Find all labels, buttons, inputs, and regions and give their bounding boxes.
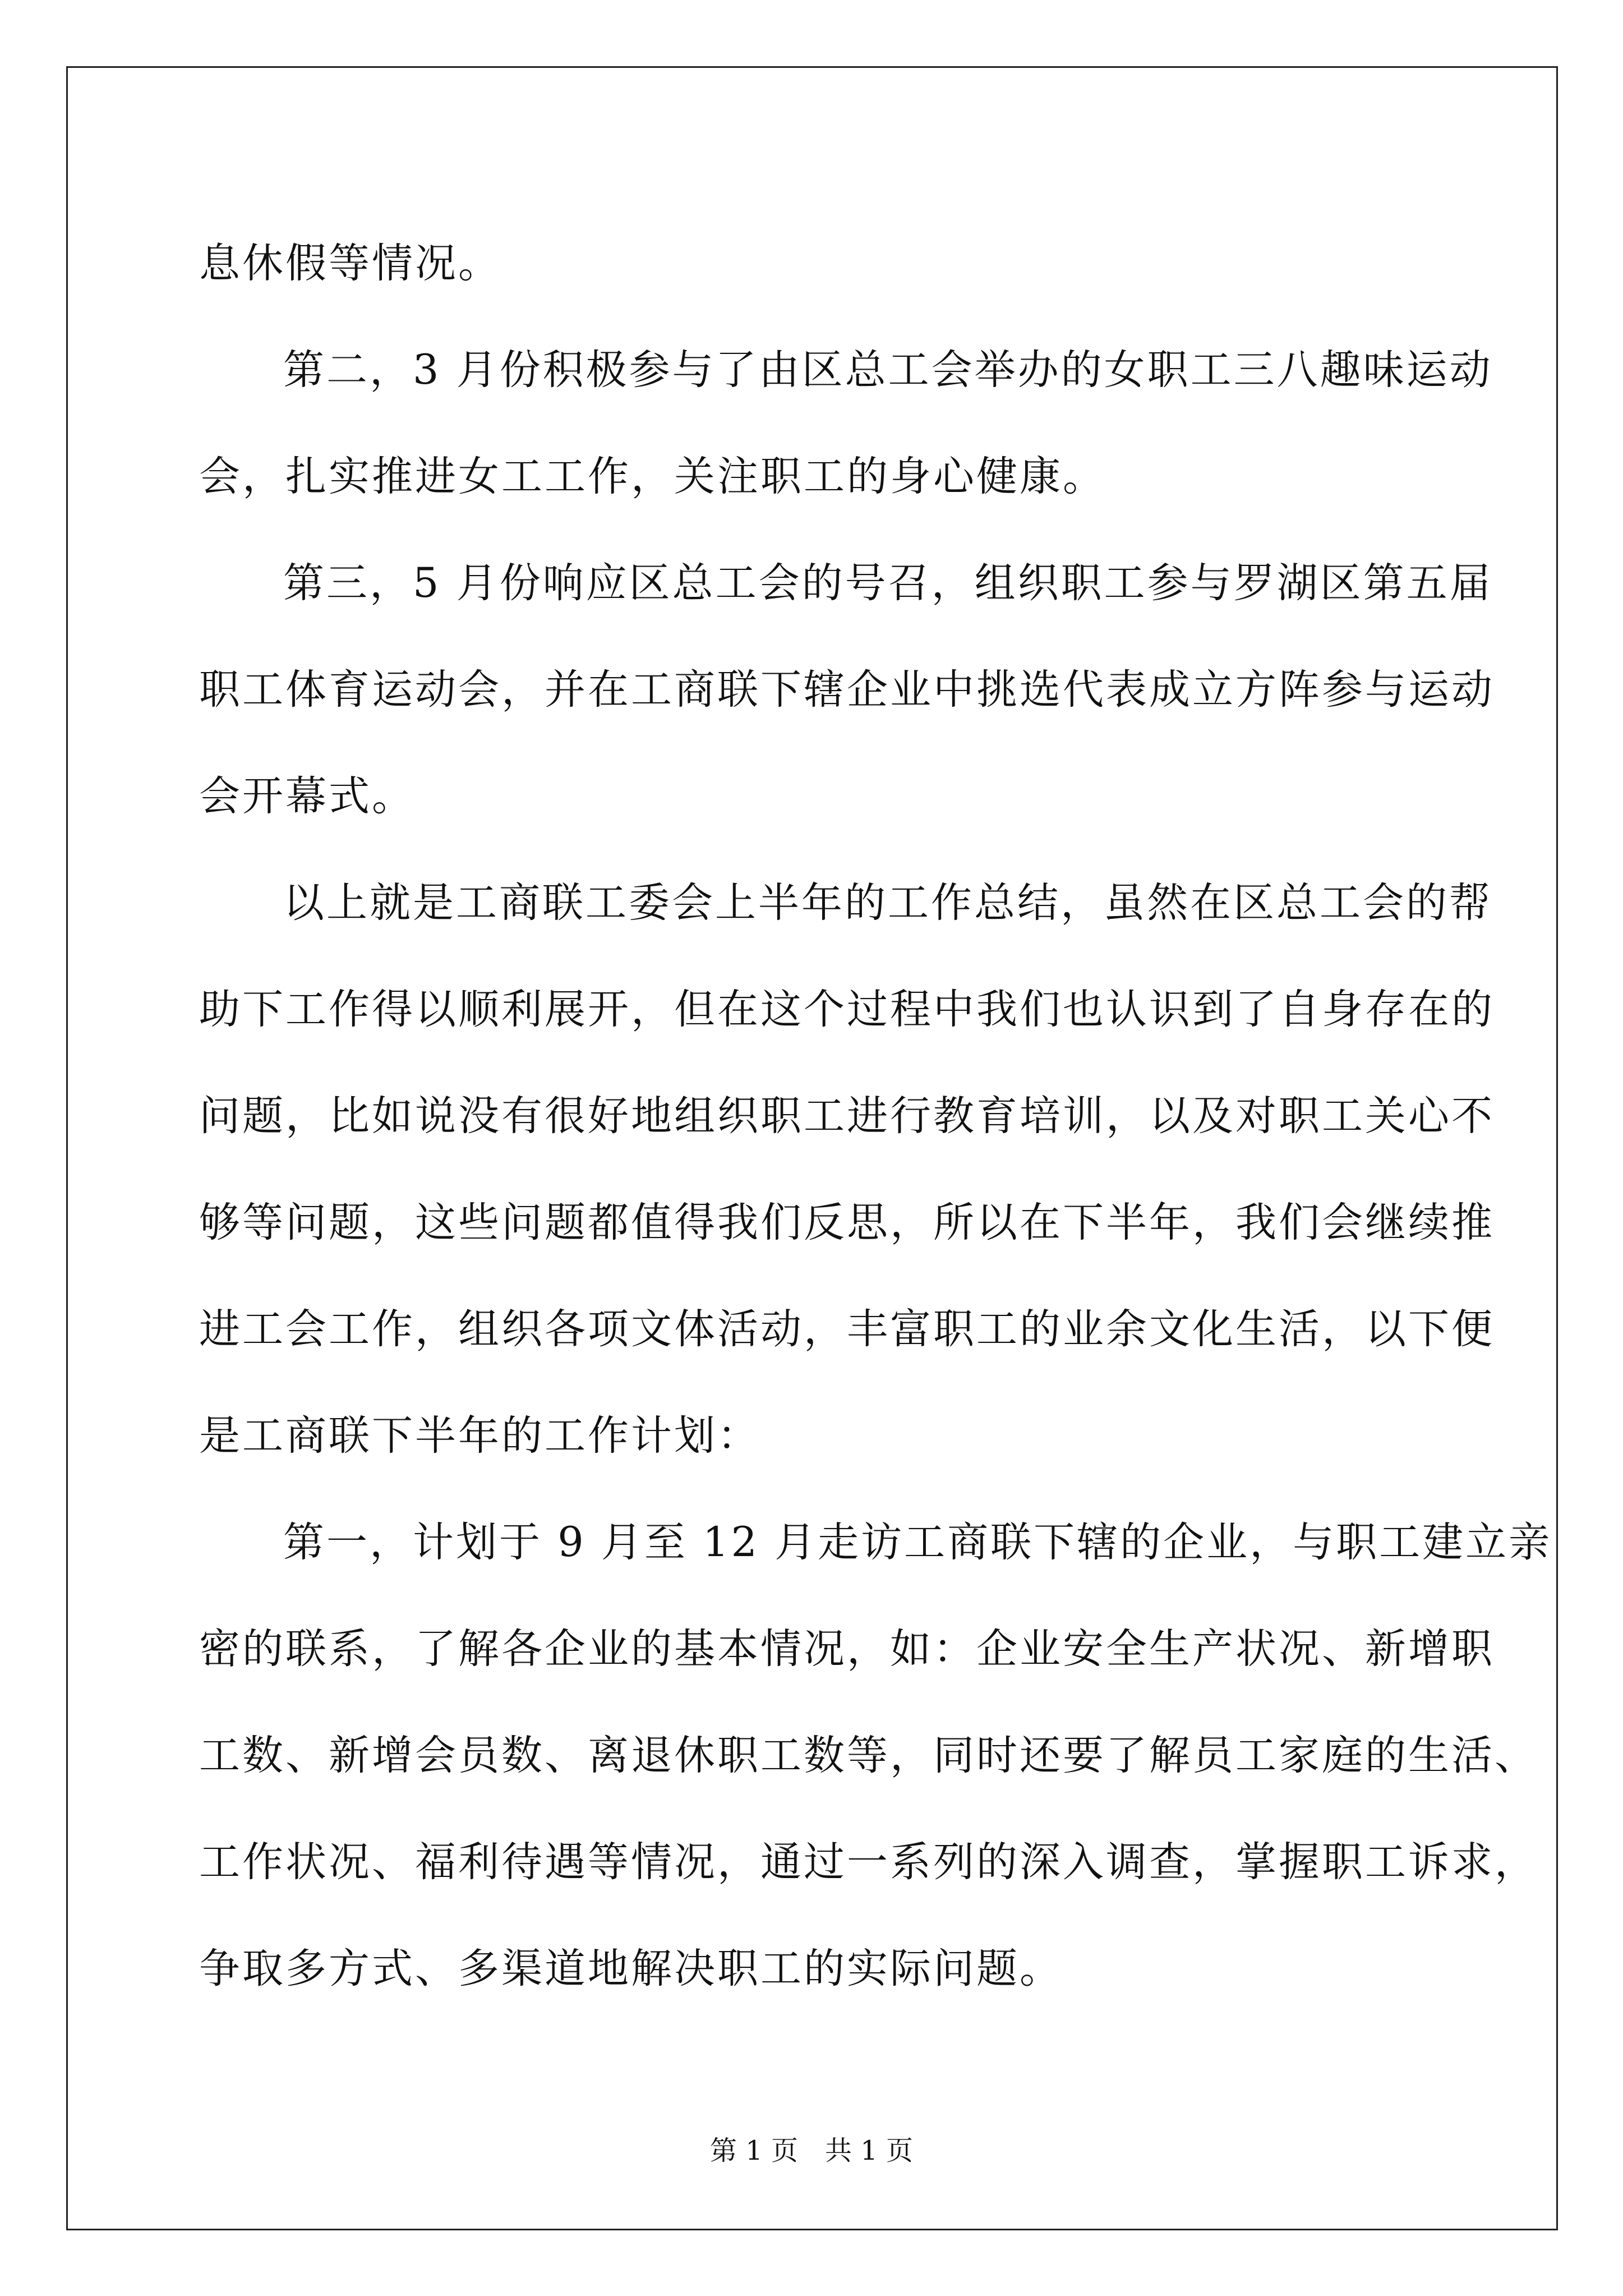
text-line-2: 第二，3 月份积极参与了由区总工会举办的女职工三八趣味运动: [283, 346, 1493, 394]
text-line-12: 是工商联下半年的工作计划：: [199, 1412, 760, 1460]
text-line-10: 够等问题，这些问题都值得我们反思，所以在下半年，我们会继续推: [199, 1199, 1495, 1246]
text-line-3: 会，扎实推进女工工作，关注职工的身心健康。: [199, 453, 1106, 500]
text-line-11: 进工会工作，组织各项文体活动，丰富职工的业余文化生活，以下便: [199, 1305, 1495, 1353]
text-line-17: 争取多方式、多渠道地解决职工的实际问题。: [199, 1945, 1063, 1993]
page-footer: 第 1 页 共 1 页: [709, 2135, 914, 2166]
text-line-5: 职工体育运动会，并在工商联下辖企业中挑选代表成立方阵参与运动: [199, 666, 1495, 714]
text-line-6: 会开幕式。: [199, 772, 415, 820]
text-line-8: 助下工作得以顺利展开，但在这个过程中我们也认识到了自身存在的: [199, 986, 1495, 1033]
document-body: [199, 210, 1552, 2022]
text-line-16: 工作状况、福利待遇等情况，通过一系列的深入调查，掌握职工诉求，: [199, 1838, 1538, 1886]
text-line-15: 工数、新增会员数、离退休职工数等，同时还要了解员工家庭的生活、: [199, 1732, 1538, 1779]
text-line-9: 问题，比如说没有很好地组织职工进行教育培训，以及对职工关心不: [199, 1092, 1495, 1140]
text-line-7: 以上就是工商联工委会上半年的工作总结，虽然在区总工会的帮: [283, 879, 1492, 927]
text-line-1: 息休假等情况。: [199, 240, 501, 287]
text-line-4: 第三，5 月份响应区总工会的号召，组织职工参与罗湖区第五届: [283, 559, 1493, 607]
text-line-14: 密的联系，了解各企业的基本情况，如：企业安全生产状况、新增职: [199, 1625, 1495, 1673]
text-line-13: 第一，计划于 9 月至 12 月走访工商联下辖的企业，与职工建立亲: [283, 1519, 1552, 1566]
